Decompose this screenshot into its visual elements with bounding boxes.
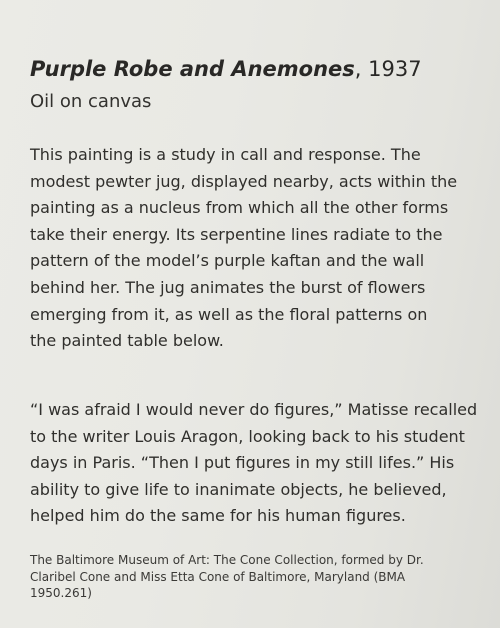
paragraph-line: the painted table below. (30, 331, 224, 351)
artwork-title-line (30, 55, 422, 83)
artwork-year: 1937 (368, 57, 422, 81)
paragraph-line: behind her. The jug animates the burst of flowers (30, 277, 426, 297)
artwork-medium: Oil on canvas (30, 91, 152, 112)
paragraph-line: emerging from it, as well as the floral patterns on (30, 304, 428, 324)
paragraph-line: helped him do the same for his human figures. (30, 506, 406, 526)
paragraph-line: to the writer Louis Aragon, looking back to his student (30, 426, 465, 446)
paragraph-line: take their energy. Its serpentine lines radiate to the (30, 224, 443, 244)
paragraph-line: painting as a nucleus from which all the other forms (30, 198, 449, 218)
credit-text-line: The Baltimore Museum of Art: The Cone Collection, formed by Dr. (30, 553, 424, 567)
credit-line (30, 552, 424, 602)
credit-text-line: 1950.261) (30, 586, 92, 600)
paragraph-line: modest pewter jug, displayed nearby, acts within the (30, 171, 458, 191)
paragraph-line: “I was afraid I would never do figures,” Matisse recalled (30, 400, 478, 419)
paragraph-line: days in Paris. “Then I put figures in my still lifes.” His (30, 453, 455, 473)
credit-text-line: Claribel Cone and Miss Etta Cone of Baltimore, Maryland (BMA (30, 569, 406, 584)
title-separator: , (354, 57, 362, 81)
paragraph-line: ability to give life to inanimate objects, he believed, (30, 479, 447, 499)
description-paragraph-2 (30, 397, 477, 530)
paragraph-line: pattern of the model’s purple kaftan and the wall (30, 251, 425, 271)
description-paragraph-1 (30, 142, 457, 355)
paragraph-line: This painting is a study in call and response. The (30, 145, 421, 164)
artwork-title: Purple Robe and Anemones (30, 57, 355, 81)
